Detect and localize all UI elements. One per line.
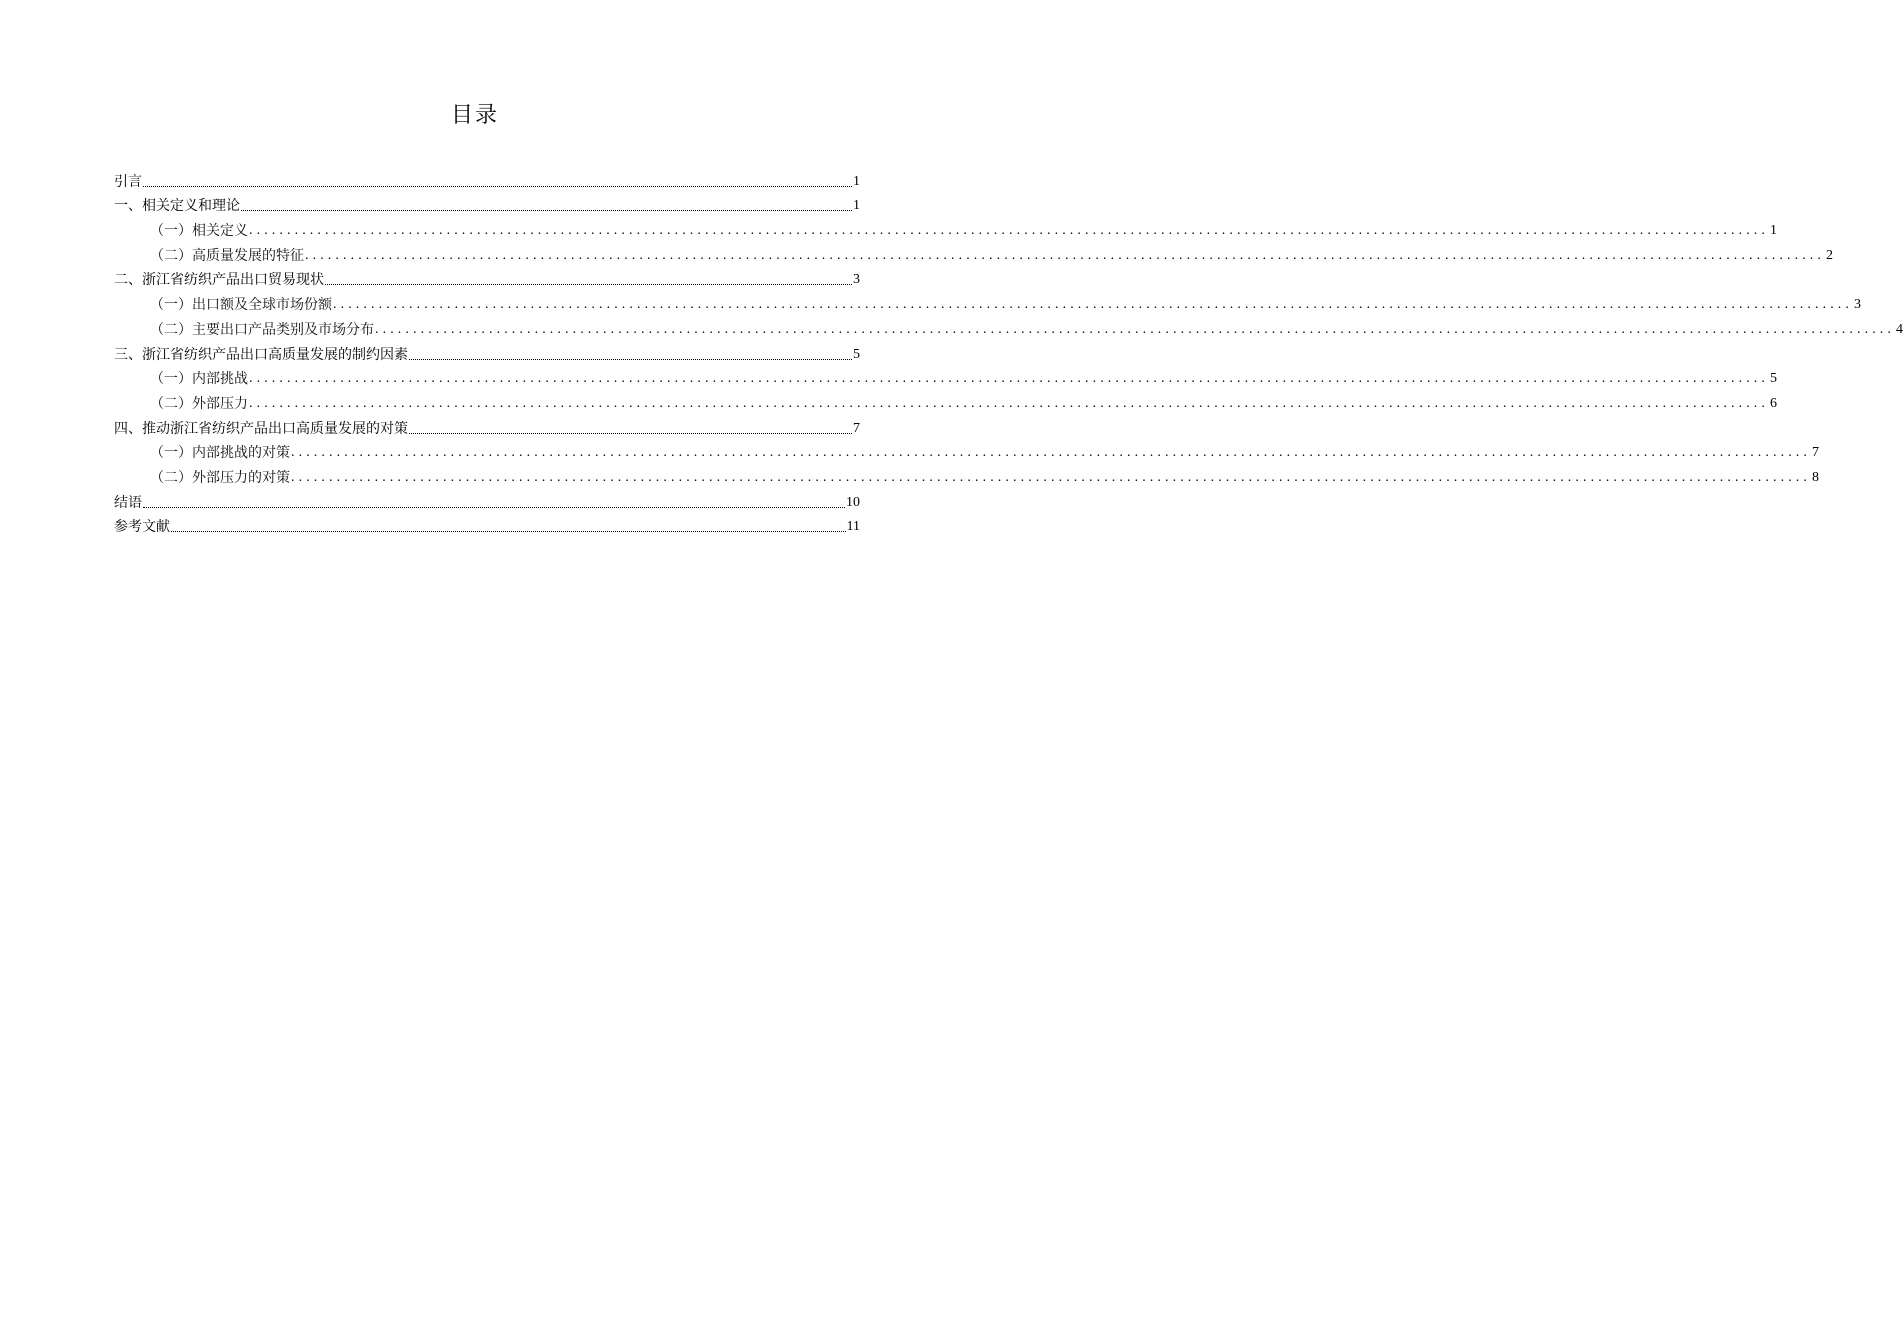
toc-entry-label: 参考文献 (114, 519, 170, 536)
toc-entry[interactable] (114, 415, 860, 440)
toc-entry[interactable] (114, 267, 860, 292)
toc-subentry[interactable] (114, 390, 1777, 415)
toc-entry[interactable] (114, 489, 860, 514)
toc-title: 目录 (450, 103, 499, 128)
toc-subentry-label: （一）内部挑战的对策 (150, 445, 290, 462)
dot-leader: ........................................................................................................................................................................................................ (291, 469, 1811, 485)
toc-entry-page: 1 (853, 198, 860, 214)
dot-leader: ........................................................................................................................................................................................................ (291, 445, 1811, 461)
dot-leader: ........................................................................................................................................................................................................ (249, 223, 1769, 239)
toc-subentry-label: （二）外部压力 (150, 395, 248, 412)
toc-subentry-page: 2 (1826, 247, 1833, 263)
dot-leader: ........................................................................................................................................................................................................ (375, 321, 1895, 337)
toc-subentry[interactable] (114, 464, 1819, 489)
dot-leader (241, 209, 852, 211)
dot-leader (143, 506, 845, 508)
toc-subentry-label: （一）出口额及全球市场份额 (150, 297, 332, 314)
toc-subentry-label: （二）高质量发展的特征 (150, 247, 304, 264)
toc-subentry-label: （二）主要出口产品类别及市场分布 (150, 321, 374, 338)
toc-entry-page: 10 (846, 494, 860, 510)
dot-leader (409, 432, 852, 434)
dot-leader: ........................................................................................................................................................................................................ (249, 395, 1769, 411)
toc-entry[interactable] (114, 514, 860, 539)
toc-entry[interactable] (114, 341, 860, 366)
toc-subentry[interactable] (114, 242, 1833, 267)
toc-subentry-page: 1 (1770, 223, 1777, 239)
table-of-contents (114, 168, 1903, 538)
toc-entry[interactable] (114, 193, 860, 218)
toc-subentry-label: （二）外部压力的对策 (150, 469, 290, 486)
toc-entry-label: 结语 (114, 494, 142, 511)
dot-leader (171, 530, 846, 532)
toc-entry-page: 7 (853, 420, 860, 436)
toc-subentry-page: 5 (1770, 371, 1777, 387)
toc-entry-label: 三、浙江省纺织产品出口高质量发展的制约因素 (114, 346, 408, 363)
toc-entry-page: 5 (853, 346, 860, 362)
dot-leader (143, 185, 852, 187)
toc-subentry[interactable] (114, 366, 1777, 391)
toc-subentry-page: 3 (1854, 297, 1861, 313)
toc-entry-page: 1 (853, 173, 860, 189)
toc-subentry-page: 8 (1812, 469, 1819, 485)
toc-subentry-page: 4 (1896, 321, 1903, 337)
toc-entry-label: 二、浙江省纺织产品出口贸易现状 (114, 272, 324, 289)
toc-entry-label: 四、推动浙江省纺织产品出口高质量发展的对策 (114, 420, 408, 437)
toc-subentry[interactable] (114, 217, 1777, 242)
toc-entry-label: 引言 (114, 173, 142, 190)
toc-subentry[interactable] (114, 291, 1861, 316)
toc-entry-label: 一、相关定义和理论 (114, 198, 240, 215)
toc-entry-page: 11 (846, 519, 860, 535)
toc-entry-page: 3 (853, 272, 860, 288)
toc-entry[interactable] (114, 168, 860, 193)
dot-leader (409, 358, 852, 360)
dot-leader (325, 283, 852, 285)
toc-subentry-page: 6 (1770, 395, 1777, 411)
toc-subentry-page: 7 (1812, 445, 1819, 461)
dot-leader: ........................................................................................................................................................................................................ (249, 371, 1769, 387)
toc-subentry-label: （一）内部挑战 (150, 371, 248, 388)
toc-subentry[interactable] (114, 316, 1903, 341)
toc-subentry-label: （一）相关定义 (150, 223, 248, 240)
toc-subentry[interactable] (114, 440, 1819, 465)
dot-leader: ........................................................................................................................................................................................................ (305, 247, 1825, 263)
dot-leader: ........................................................................................................................................................................................................ (333, 297, 1853, 313)
